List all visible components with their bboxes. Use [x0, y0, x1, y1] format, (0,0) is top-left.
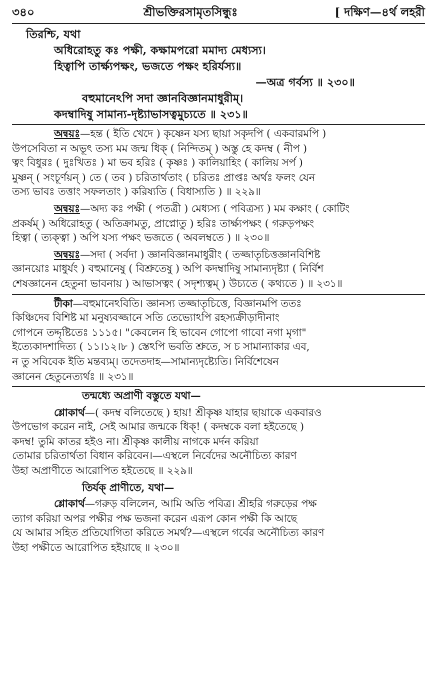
commentary-line: শেষজ্ঞানেন হেতুনা ভাবনায় ) আভাসত্বং ( সদৃশ্যত্বম্ ) উচ্যতে ( কথ্যতে ) ॥ ২৩১॥ [12, 277, 343, 290]
commentary-line: জ্ঞানেন হেতুনেত্যর্থঃ ॥ ২৩১॥ [12, 370, 134, 383]
commentary-line: উপসেবিতা ন অভূৎ তস্য মম জন্ম ধিক্ ( নিন্দিতম্ ) অস্তু হে কদম্ব ( নীপ ) [12, 142, 308, 155]
commentary-line: ত্বং বিধুরঃ ( দুঃখিতঃ ) মা ভব হরিঃ ( কৃষ্ণঃ ) কালিয়াহিং ( কালিয় সর্প ) [12, 157, 303, 170]
section-label: [ দক্ষিণ—৪র্থ লহরী [334, 5, 425, 19]
verse-line: অধিরোহতু কঃ পক্ষী, কক্ষামপরো মমাদ্য মেধ্যস্য। [54, 43, 266, 57]
verse-block [12, 26, 425, 122]
commentary-line: —বহুমানেঽবিতি। জ্ঞানস্য তজ্জাতৃচিত্তে, বিজ্ঞানমপি ততঃ [72, 297, 302, 310]
page-number: ৩৪০ [12, 5, 35, 19]
anvaya-label: অন্বয়ঃ [54, 202, 80, 215]
shloka-label: শ্লোকার্থ [54, 498, 85, 511]
verse-reference: —অত্র গর্বস্য ॥ ২৩০॥ [255, 75, 355, 89]
commentary-line: ইত্যেকাদশাদিত্য ( ১১।১২।৮ ) স্তেঽপি ভবতি শ্রুতে, স চ সামান্যাকার এব, [12, 341, 310, 354]
translation-line: তোমার চরিতার্থতা বিধান করিবেন।—এস্থলে নির্বেদের অনৌচিত্য কারণ [12, 450, 297, 463]
translation-line: উহা অপ্রাণীতে আরোপিত হইতেছে ॥ ২২৯॥ [12, 465, 193, 478]
section-rule [12, 294, 425, 295]
verse-line: বহুমানেঽপি সদা জ্ঞানবিজ্ঞানমাধুরীম্। [82, 91, 244, 105]
translation-line: ত্যাগ করিয়া অপর পক্ষীর পক্ষ ভজনা করেন এরূপ কোন পক্ষী কি আছে [12, 512, 297, 525]
subheading: তির্যক্ প্রাণীতে, যথা— [82, 481, 175, 494]
commentary-line: হিত্বা ( ত্যক্ত্বা ) অপি যস্য পক্ষং ভজতে ( অবলম্বতে ) ॥ ২৩০॥ [12, 232, 270, 245]
shloka-label: শ্লোকার্থ [54, 406, 85, 419]
anvaya-block-229 [12, 127, 425, 200]
anvaya-block-231 [12, 248, 425, 292]
section-rule [12, 124, 425, 125]
verse-intro: তিরশ্চি, যথা [26, 27, 81, 41]
section-rule [12, 386, 425, 387]
translation-line: উপভোগ করেন নাই, সেই আমার জন্মকে ধিক্! ( কদম্বকে বলা হইতেছে ) [12, 421, 305, 434]
commentary-line: —সদা ( সর্বদা ) জ্ঞানবিজ্ঞানমাধুরীং ( তজ্জাতৃচিত্তজ্ঞানবিশিষ্ট [79, 248, 321, 261]
commentary-line: —হন্ত ( ইতি খেদে ) কৃষ্ণেন যস্য ছায়া সকৃদপি ( একবারমপি ) [79, 128, 327, 140]
page-header [12, 4, 425, 21]
tika-block [12, 297, 425, 385]
translation-line: —গরুড় বলিলেন, আমি অতি পবিত্র। শ্রীহরি গরুড়ের পক্ষ [84, 498, 317, 511]
commentary-line: জ্ঞানয়োঃ মাধুর্যং ) বহুমানেষু ( বিশ্রুতেষু ) অপি কদম্বাদিষু সামান্যদৃষ্ট্যা ( নির্বিশ [12, 263, 324, 276]
commentary-line: ন তু সবিবেক ইতি মন্তব্যম্। তদেতদাহ—সামান্যদৃষ্ট্যেতি। নির্বিশেষেন [12, 355, 279, 368]
shloka-block-229 [12, 406, 425, 479]
commentary-line: প্রকর্ষম্ ) অধিরোহতু ( অতিক্রামতু, প্রাপ্নোতু ) হরিঃ তার্ক্ষ্যপক্ষং ( গরুড়পক্ষং [12, 217, 314, 230]
tika-label: টীকা [54, 297, 73, 310]
subheading: তন্মধ্যে অপ্রাণী বস্তুতে যথা— [82, 390, 201, 403]
translation-line: কদম্ব! তুমি কাতর হইও না। শ্রীকৃষ্ণ কালীয় নাগকে মর্দন করিয়া [12, 435, 259, 448]
translation-line: উহা পক্ষীতে আরোপিত হইয়াছে ॥ ২৩০॥ [12, 542, 180, 555]
anvaya-label: অন্বয়ঃ [54, 248, 80, 261]
translation-line: যে আমার সহিত প্রতিযোগিতা করিতে সমর্থ?—এস্থলে গর্বের অনৌচিত্য কারণ [12, 527, 325, 540]
commentary-line: তস্য ভাবঃ তত্তাং সফলতাং ) করিষ্যতি ( বিধাস্যতি ) ॥ ২২৯॥ [12, 186, 261, 199]
anvaya-label: অন্বয়ঃ [54, 128, 80, 140]
translation-line: —( কদম্ব বলিতেছে ) হায়! শ্রীকৃষ্ণ যাহার ছায়াকে একবারও [84, 406, 322, 419]
running-title: শ্রীভক্তিরসামৃতসিন্ধুঃ [143, 5, 238, 19]
commentary-line: মুষ্ণন্ ( সংচূর্ণয়ন্ ) তে ( তব ) চরিতার্থতাং ( চরিতঃ প্রাপ্তঃ অর্থঃ ফলং যেন [12, 171, 315, 184]
commentary-line: —অদ্য কঃ পক্ষী ( পতত্রী ) মেধ্যস্য ( পবিত্রস্য ) মম কক্ষাং ( কোটিং [79, 202, 350, 215]
header-rule [12, 23, 425, 24]
commentary-line: কিঞ্চিদেব বিশিষ্ট মা মনুষ্যবজ্জানে সতি তেভ্যোঽপি রহস্যক্রীড়াদীনাং [12, 312, 280, 325]
shloka-block-230 [12, 497, 425, 555]
verse-line: কদম্বাদিষু সামান্য-দৃষ্ট্যাভাসত্বমুচ্যতে ॥ ২৩১॥ [54, 107, 248, 121]
verse-line: হিত্বাপি তার্ক্ষ্যপক্ষং, ভজতে পক্ষং হরির্যস্য॥ [54, 59, 242, 73]
commentary-line: গোপনে তদ্দৃষ্টিতেঃ ১১১৫। "কেবলেন হি ভাবেন গোপো গাবো নগা মৃগা" [12, 326, 307, 339]
anvaya-block-230 [12, 202, 425, 246]
